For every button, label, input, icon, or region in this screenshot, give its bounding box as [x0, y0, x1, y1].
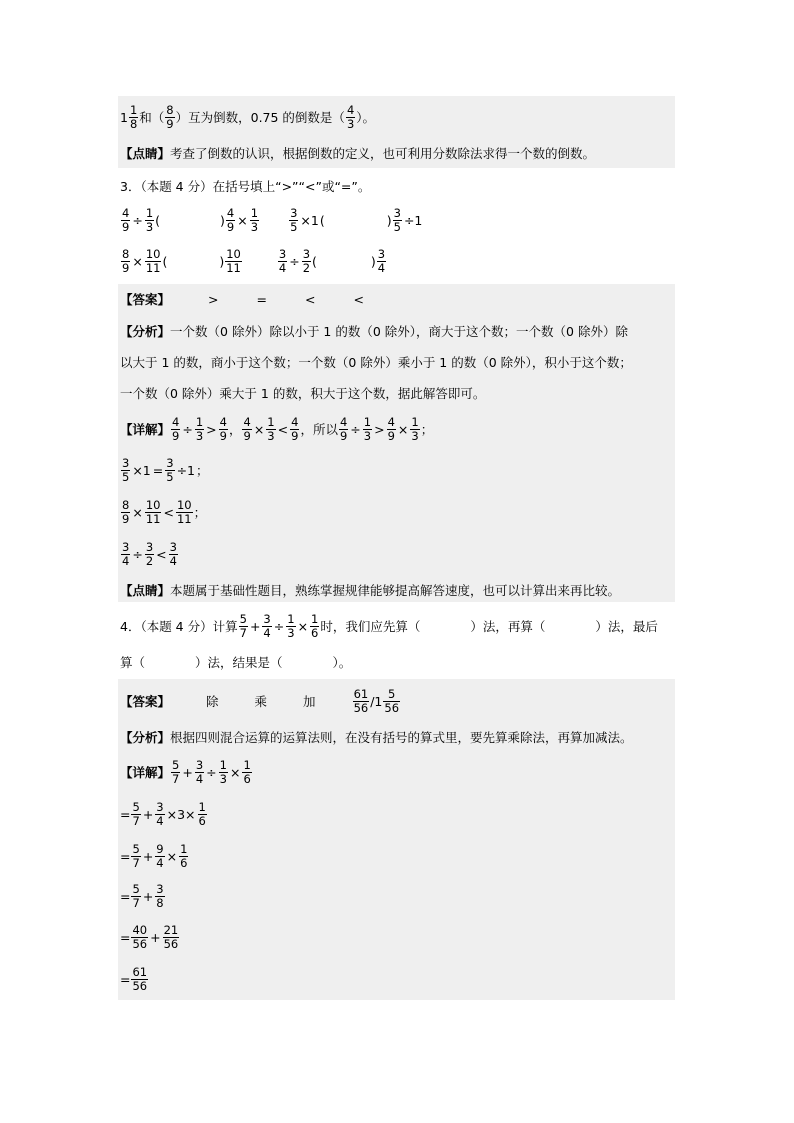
equals: =	[120, 929, 131, 945]
blank-paren: (	[319, 212, 325, 228]
answer-value: 乘	[254, 694, 268, 709]
mixed-whole: 1	[374, 693, 383, 709]
frac: $\frac{1}{3}$	[267, 414, 275, 443]
op: ×	[253, 421, 265, 437]
frac: $\frac{3}{4}$	[156, 799, 164, 828]
answer-frac: 8 9	[166, 102, 174, 131]
frac: $\frac{5}{7}$	[132, 841, 140, 870]
frac: 10 11	[176, 497, 192, 526]
frac: $\frac{3}{5}$	[166, 455, 174, 484]
frac: $\frac{10}{11}$	[145, 246, 161, 275]
frac: $\frac{9}{4}$	[156, 841, 164, 870]
q3-analysis-1	[120, 322, 628, 340]
question-text: 4．（本题 4 分）计算	[120, 619, 238, 634]
text: ）互为倒数，0.75 的倒数是（	[175, 110, 345, 125]
answer-value: 加	[303, 694, 316, 709]
frac: $\frac{4}{9}$	[122, 205, 130, 234]
text: ）。	[356, 110, 376, 125]
frac: $\frac{3}{5}$	[122, 455, 130, 484]
q4-step-6	[120, 961, 149, 997]
frac: $\frac{1}{3}$	[411, 414, 419, 443]
text: ，	[228, 422, 242, 437]
op: <	[163, 504, 174, 520]
frac: $\frac{1}{6}$	[198, 799, 206, 828]
op: ×	[132, 504, 143, 520]
op: +	[142, 848, 154, 864]
q3-row2	[120, 243, 387, 279]
frac: 3 4	[169, 539, 177, 568]
note-tag: 【点睛】	[120, 583, 171, 598]
frac: $\frac{1}{3}$	[145, 205, 154, 234]
answer-tag: 【答案】	[120, 292, 171, 307]
op: ×	[229, 764, 241, 780]
op: ÷	[273, 618, 285, 634]
detail-tag: 【详解】	[120, 422, 171, 437]
q4-stem-2	[120, 653, 351, 671]
answer-value: 除	[206, 694, 219, 709]
frac: 3 4	[377, 246, 386, 275]
frac: $\frac{1}{3}$	[195, 414, 204, 443]
op: ÷1	[403, 212, 423, 228]
equals: =	[120, 806, 131, 822]
frac: 4 9	[291, 414, 299, 443]
frac: $\frac{21}{56}$	[163, 922, 179, 951]
q3-analysis-2	[120, 353, 632, 371]
frac: $\frac{3}{5}$	[290, 205, 298, 234]
frac: $\frac{1}{3}$	[219, 757, 227, 786]
blank-paren: )	[370, 253, 376, 269]
q3-analysis-3	[120, 384, 485, 402]
question-text: ）法，最后	[595, 619, 658, 634]
op: ×	[166, 848, 178, 864]
equals: =	[120, 971, 131, 987]
q4-stem-1	[120, 608, 658, 644]
q4-detail-1	[120, 754, 253, 790]
text: 和（	[139, 110, 165, 125]
question-text: ）。	[332, 655, 352, 670]
frac: $\frac{4}{9}$	[339, 414, 348, 443]
equals: =	[120, 888, 131, 904]
frac: $\frac{3}{4}$	[263, 611, 271, 640]
op: ÷1	[176, 462, 196, 478]
frac: $\frac{3}{4}$	[122, 539, 130, 568]
note-tag: 【点睛】	[120, 146, 171, 161]
answer-frac: 4 3	[346, 102, 355, 131]
question-text: ）法，结果是（	[195, 655, 283, 670]
q3-detail-1	[120, 410, 433, 448]
frac: $\frac{4}{9}$	[387, 414, 395, 443]
op: ×	[132, 253, 143, 269]
q4-step-5	[120, 919, 180, 955]
frac: $\frac{1}{3}$	[287, 611, 295, 640]
q3-note	[120, 581, 620, 599]
blank-paren: )	[219, 253, 225, 269]
q3-answer	[120, 290, 364, 308]
frac: 1 8	[129, 102, 138, 131]
frac: $\frac{40}{56}$	[132, 922, 148, 951]
frac: $\frac{5}{7}$	[132, 881, 140, 910]
question-text: 算（	[120, 655, 146, 670]
answer-tag: 【答案】	[120, 694, 171, 709]
analysis-text: 根据四则混合运算的运算法则，在没有括号的算式里，要先算乘除法，再算加减法。	[170, 730, 633, 745]
q4-analysis	[120, 728, 633, 746]
op: +	[150, 929, 161, 945]
frac: 5 7	[172, 757, 180, 786]
text: /	[370, 693, 375, 709]
q4-step-2	[120, 796, 208, 832]
op: ×	[237, 212, 248, 228]
frac: $\frac{1}{6}$	[180, 841, 188, 870]
answer-value: <	[353, 291, 364, 307]
op: <	[277, 421, 289, 437]
mixed-whole: 1	[120, 109, 128, 125]
note-text: 考查了倒数的认识，根据倒数的定义，也可利用分数除法求得一个数的倒数。	[170, 146, 596, 161]
op: <	[156, 546, 167, 562]
op: ×	[297, 618, 309, 634]
blank-paren: )	[386, 212, 392, 228]
frac: $\frac{5}{7}$	[132, 799, 140, 828]
text: ；	[193, 505, 207, 520]
frac: $\frac{1}{3}$	[250, 205, 259, 234]
reciprocal-line	[120, 102, 375, 132]
answer-value: <	[304, 291, 316, 307]
detail-tag: 【详解】	[120, 765, 171, 780]
frac: $\frac{4}{9}$	[226, 205, 235, 234]
q4-step-3	[120, 838, 189, 874]
analysis-tag: 【分析】	[120, 324, 171, 339]
frac: $\frac{10}{11}$	[145, 497, 161, 526]
frac: $\frac{4}{9}$	[172, 414, 180, 443]
question-text: 时，我们应先算（	[320, 619, 421, 634]
op: ÷	[132, 546, 143, 562]
op: >	[206, 421, 217, 437]
frac: $\frac{3}{4}$	[195, 757, 204, 786]
frac: $\frac{3}{5}$	[393, 205, 401, 234]
answer-value: =	[256, 291, 267, 307]
q3-detail-3	[120, 493, 206, 531]
frac: 4 9	[219, 414, 227, 443]
frac: $\frac{8}{9}$	[122, 497, 130, 526]
analysis-text: 一个数（0 除外）除以小于 1 的数（0 除外），商大于这个数；一个数（0 除外）除	[170, 324, 628, 339]
q3-detail-2	[120, 452, 209, 488]
q4-answer	[120, 684, 401, 718]
frac: $\frac{8}{9}$	[122, 246, 130, 275]
analysis-text: 以大于 1 的数，商小于这个数；一个数（0 除外）乘小于 1 的数（0 除外），积小于这个数；	[120, 355, 632, 370]
op: ×3×	[166, 806, 196, 822]
text: ；	[196, 463, 209, 478]
op: +	[142, 806, 154, 822]
q3-detail-4	[120, 536, 179, 572]
op: ×1	[300, 212, 319, 228]
q3-stem	[120, 177, 370, 195]
analysis-text: 一个数（0 除外）乘大于 1 的数，积大于这个数，据此解答即可。	[120, 386, 486, 401]
op: ÷	[350, 421, 361, 437]
op: ÷	[289, 253, 300, 269]
q3-row1	[120, 203, 423, 237]
frac: $\frac{3}{2}$	[302, 246, 311, 275]
equals: =	[120, 848, 131, 864]
frac: $\frac{1}{3}$	[363, 414, 372, 443]
blank-paren: (	[312, 253, 317, 269]
text: ；	[420, 422, 434, 437]
blank-paren: )	[220, 212, 225, 228]
frac: $\frac{61}{56}$	[132, 964, 148, 993]
frac: $\frac{1}{6}$	[243, 757, 251, 786]
question-text: 3．（本题 4 分）在括号填上“>”“<”或“=”。	[120, 179, 371, 194]
op: =	[152, 462, 164, 478]
question-text: ）法，再算（	[470, 619, 546, 634]
text: ，所以	[300, 422, 338, 437]
blank-paren: (	[155, 212, 161, 228]
answer-value: >	[208, 291, 219, 307]
answer-frac: 61 56	[353, 686, 369, 715]
op: ÷	[182, 421, 193, 437]
op: ×1	[132, 462, 151, 478]
block1-note	[120, 144, 595, 162]
op: >	[374, 421, 385, 437]
frac: $\frac{3}{8}$	[156, 881, 164, 910]
op: ÷	[132, 212, 143, 228]
frac: $\frac{3}{4}$	[278, 246, 287, 275]
frac: 5 7	[239, 611, 247, 640]
answer-frac: 5 56	[384, 686, 400, 715]
op: ×	[397, 421, 409, 437]
frac: $\frac{4}{9}$	[243, 414, 251, 443]
frac: $\frac{1}{6}$	[311, 611, 319, 640]
op: +	[182, 764, 193, 780]
blank-paren: (	[162, 253, 168, 269]
analysis-tag: 【分析】	[120, 730, 171, 745]
op: +	[249, 618, 261, 634]
frac: $\frac{3}{2}$	[145, 539, 154, 568]
note-text: 本题属于基础性题目，熟练掌握规律能够提高解答速度，也可以计算出来再比较。	[170, 583, 621, 598]
op: ÷	[206, 764, 217, 780]
frac: 10 11	[226, 246, 241, 275]
q4-step-4	[120, 878, 166, 914]
op: +	[142, 888, 154, 904]
